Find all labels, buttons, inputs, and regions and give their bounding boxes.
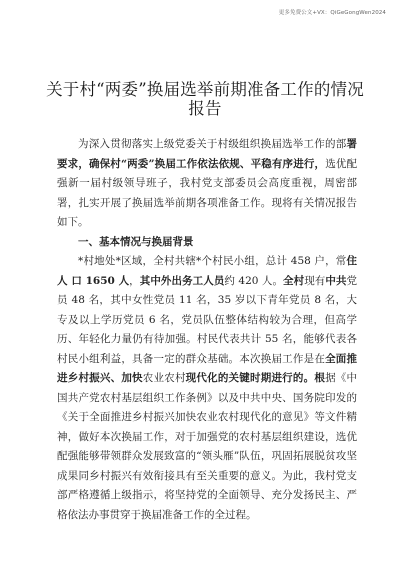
intro-bold-2: 确保村“两委”换届工作依法依规、平稳有序进行， (88, 157, 326, 170)
bg-text-7: 据《中国共产党农村基层组织工作条例》以及中共中央、国务院印发的《关于全面推进乡村振兴加快农业农村现代化的意见》等文件精神，做好本次换届工作，对于加强党的农村基层组织建设，选优配强能够带领群众发展致富的“领头雁”队伍，巩固拓展脱贫攻坚成果同乡村振兴有效衔接具有至关重要的意义。为此，我村党支部严格遵循上级指示，将坚持党的全面领导、充分发扬民主、严格依法办事贯穿于换届准备工作的全过程。 (57, 372, 358, 521)
bg-bold-4: 中共 (325, 274, 347, 287)
bg-text-5: 党员 48 名，其中女性党员 11 名，35 岁以下青年党员 8 名，大专及以上学历党员 6 名，党员队伍整体结构较为合理，但高学历、年轻化力量仍有待加强。村民代表共计 55 名，能够代表各村民小组利益，具备一定的群众基础。本次换届工作是在 (57, 274, 358, 365)
bg-text-1: *村地处*区域，全村共辖*个村民小组，总计 458 户，常 (78, 255, 347, 267)
document-body (57, 135, 357, 525)
title-line-2: 报告 (188, 99, 222, 118)
bg-bold-6: 现代化的关键时期进行的。根 (185, 372, 326, 384)
paragraph-background (57, 252, 357, 525)
paragraph-intro (57, 135, 357, 233)
bg-bold-1: 住人 口 1650 人 (57, 255, 357, 287)
watermark-text: 更多免费公文+VX：QiGeGongWen2024 (278, 10, 386, 16)
bg-text-3: 约 420 人。 (224, 274, 284, 287)
bg-text-6: 农业农村 (142, 372, 186, 384)
document-title (40, 80, 370, 118)
section-heading-1: 一、基本情况与换届背景 (78, 235, 194, 248)
intro-bold-1: 署要求， (57, 138, 357, 170)
bg-bold-5: 全面推进乡村振兴、加快 (57, 352, 358, 384)
intro-text-2: 选优配强新一届村级领导班子，我村党支部委员会高度重视，周密部署，扎实开展了换届选举前期各项准备工作。现将有关情况报告如下。 (57, 157, 358, 228)
bg-text-4: 现有 (304, 274, 326, 287)
bg-bold-2: 其中外出务工人员 (139, 274, 225, 287)
title-line-1: 关于村“两委”换届选举前期准备工作的情况 (46, 80, 364, 99)
bg-text-2: ， (129, 274, 140, 287)
intro-text-1: 为深入贯彻落实上级党委关于村级组织换届选举工作的部 (78, 138, 347, 150)
bg-bold-3: 全村 (283, 274, 305, 287)
